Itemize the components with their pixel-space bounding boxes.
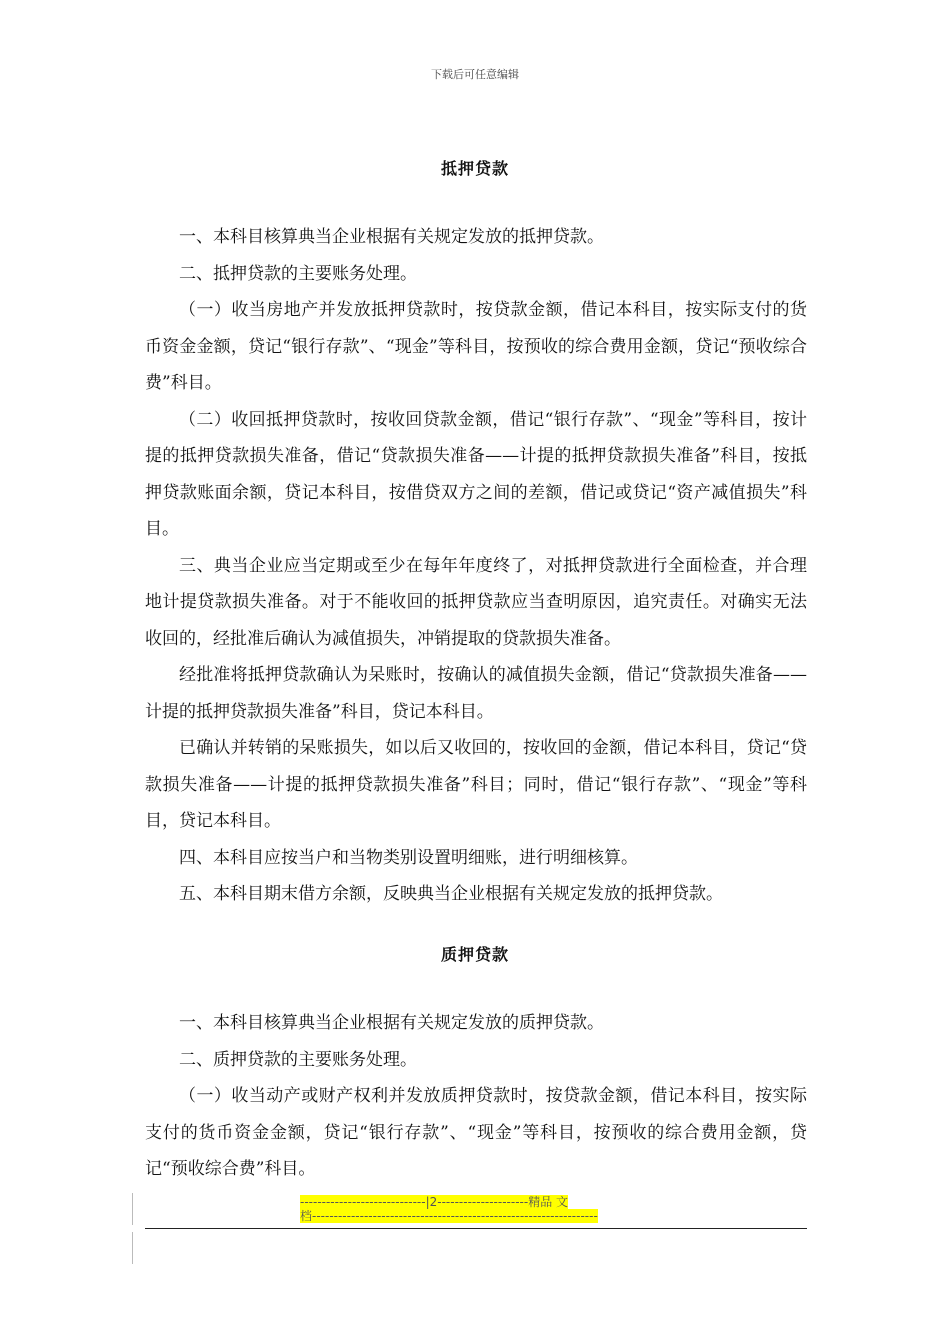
paragraph: 一、本科目核算典当企业根据有关规定发放的抵押贷款。	[179, 227, 604, 247]
paragraph: 五、本科目期末借方余额，反映典当企业根据有关规定发放的抵押贷款。	[179, 884, 723, 904]
footer-dashes: -----------------------------	[300, 1195, 426, 1209]
paragraph: （一）收当动产或财产权利并发放质押贷款时，按贷款金额，借记本科目，按实际支付的货币资金金额，贷记“银行存款”、“现金”等科目，按预收的综合费用金额，贷记“预收综合费”科目。	[145, 1086, 807, 1179]
page-number: 2	[429, 1195, 438, 1209]
paragraph: 二、抵押贷款的主要账务处理。	[179, 263, 417, 284]
paragraph: 三、典当企业应当定期或至少在每年年度终了，对抵押贷款进行全面检查，并合理地计提贷款损失准备。对于不能收回的抵押贷款应当查明原因，追究责任。对确实无法收回的，经批准后确认为减值损失，冲销提取的贷款损失准备。	[145, 555, 807, 649]
footer-line-1	[300, 1195, 650, 1209]
section-title-mortgage-loan: 抵押贷款	[440, 159, 509, 178]
footer-line-2	[300, 1209, 650, 1223]
footer-dashes: ---------------------精品 文	[437, 1195, 569, 1209]
section-body-pledge-loan	[145, 1005, 807, 1188]
footer-separator: |	[425, 1195, 430, 1209]
section-body-mortgage-loan	[145, 219, 807, 913]
margin-marker-line	[132, 1193, 133, 1225]
paragraph: 四、本科目应按当户和当物类别设置明细账，进行明细核算。	[179, 847, 638, 868]
paragraph: 经批准将抵押贷款确认为呆账时，按确认的减值损失金额，借记“贷款损失准备——计提的抵押贷款损失准备”科目，贷记本科目。	[145, 665, 807, 722]
paragraph: 一、本科目核算典当企业根据有关规定发放的质押贷款。	[179, 1013, 604, 1033]
paragraph: （二）收回抵押贷款时，按收回贷款金额，借记“银行存款”、“现金”等科目，按计提的抵押贷款损失准备，借记“贷款损失准备——计提的抵押贷款损失准备”科目，按抵押贷款账面余额，贷记本科目，按借贷双方之间的差额，借记或贷记“资产减值损失”科目。	[145, 409, 807, 539]
page-footer	[300, 1195, 650, 1223]
section-title-pledge-loan: 质押贷款	[440, 945, 509, 964]
footer-rule	[145, 1228, 807, 1229]
margin-marker-line	[132, 1232, 133, 1264]
paragraph: （一）收当房地产并发放抵押贷款时，按贷款金额，借记本科目，按实际支付的货币资金金额，贷记“银行存款”、“现金”等科目，按预收的综合费用金额，贷记“预收综合费”科目。	[145, 300, 807, 393]
paragraph: 已确认并转销的呆账损失，如以后又收回的，按收回的金额，借记本科目，贷记“贷款损失准备——计提的抵押贷款损失准备”科目；同时，借记“银行存款”、“现金”等科目，贷记本科目。	[145, 738, 807, 831]
page-header: 下载后可任意编辑	[431, 68, 519, 81]
footer-dashes: 档------------------------------------------------------------------	[300, 1209, 598, 1223]
paragraph: 二、质押贷款的主要账务处理。	[179, 1049, 417, 1070]
